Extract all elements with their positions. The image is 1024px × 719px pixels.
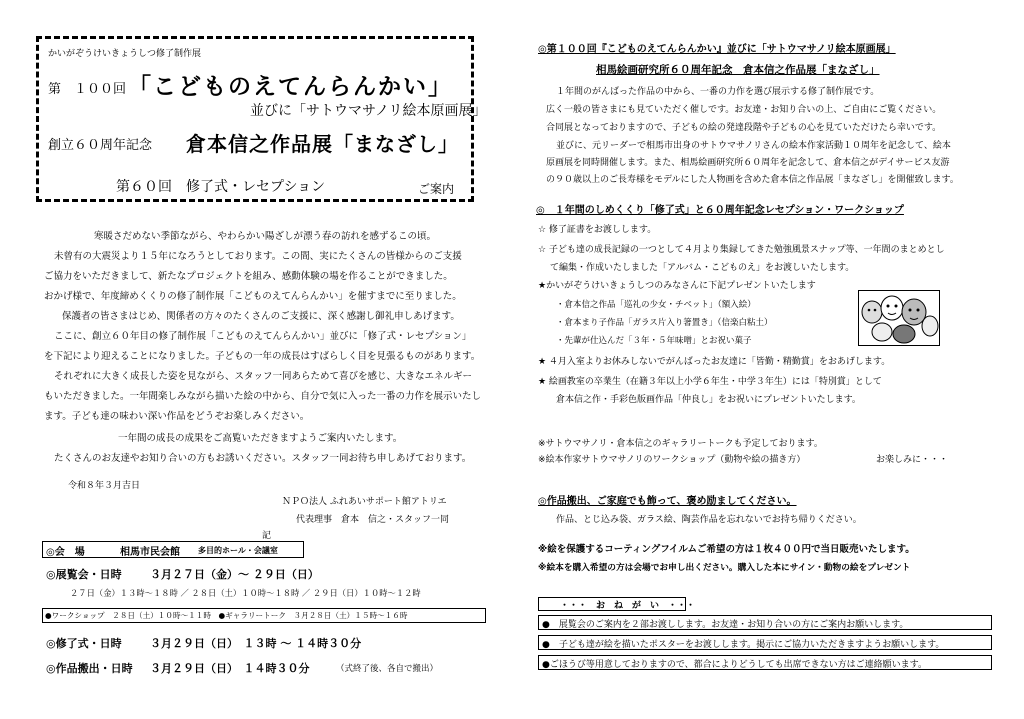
body-line: もいただきました。一年間楽しみながら描いた絵の中から、自分で気に入った一番の力作を展示いたし	[44, 391, 482, 402]
invitation-label: ご案内	[418, 182, 455, 196]
exhibit-times: ２７日（金）１３時～１８時 ／ ２８日（土）１０時～１８時 ／ ２９日（日）１０時～１２時	[70, 588, 421, 598]
body-line: 一年間の成長の成果をご高覧いただきますようご案内いたします。	[118, 433, 403, 444]
right-para-line: 原画展を同時開催します。また、相馬絵画研究所６０周年を記念して、倉本信之がデイサービス友游	[546, 158, 950, 168]
body-line: 寒暖さだめない季節ながら、やわらかい陽ざしが漂う春の訪れを感ずるこの頃。	[94, 231, 437, 242]
present-item: ・先輩が仕込んだ「３年・５年味噌」とお祝い菓子	[556, 336, 752, 346]
right-para-line: １年間のがんばった作品の中から、一番の力作を選び展示する修了制作展です。	[556, 87, 880, 97]
ceremony-label: ◎修了式・日時	[46, 637, 122, 650]
body-line: を下記により迎えることになりました。子どもの一年の成長はすばらしく目を見張るものがあります。	[44, 351, 481, 362]
takeout-time: ３月２９日（日） １４時３０分	[150, 662, 310, 675]
body-line: 保護者の皆さまはじめ、関係者の方々のたくさんのご支援に、深く感謝し御礼申しあげます。	[62, 311, 460, 322]
takeout-body: 作品、とじ込み袋、ガラス絵、陶芸作品を忘れないでお持ち帰りください。	[556, 515, 862, 525]
gallery-talk-note: ※サトウマサノリ・倉本信之のギャラリートークも予定しております。	[538, 439, 823, 449]
venue-name: 相馬市民会館	[120, 547, 180, 558]
body-line: おかげ様で、年度締めくくりの修了制作展「こどものえてんらんかい」を催すまでに至りました。	[44, 291, 462, 302]
body-line: ます。子ども達の味わい深い作品をどうぞお楽しみください。	[44, 411, 310, 422]
request-item: ●ごほうび等用意しておりますので、都合によりどうしても出席できない方はご連絡願います。	[542, 660, 927, 670]
body-line: ここに、創立６０年目の修了制作展「こどものえてんらんかい」並びに「修了式・レセプション」	[54, 331, 472, 342]
takeout-note: （式終了後、各自で搬出）	[336, 664, 439, 674]
body-line: ご協力をいただきまして、新たなプロジェクトを組み、感動体験の場を作ることができました。	[44, 271, 453, 282]
workshop-note: ※絵本作家サトウマサノリのワークショップ（動物や絵の描き方）	[538, 455, 806, 465]
right-item: ★ ４月入室よりお休みしないでがんばったお友達に「皆勤・精勤賞」をおあげします。	[538, 357, 891, 367]
class-name: かいがぞうけいきょうしつ修了制作展	[48, 49, 202, 59]
kuramoto-title: 倉本信之作品展「まなざし」	[186, 132, 459, 156]
present-item: ・倉本まり子作品「ガラス片入り箸置き」（信楽白粘土）	[556, 318, 773, 328]
coating-note: ※絵を保護するコーティングフイルムご希望の方は１枚４００円で当日販売いたします。	[538, 544, 915, 555]
venue-hall: 多目的ホール・会議室	[198, 546, 278, 555]
exhibit-date: ３月２７日（金）～ ２９日（日）	[150, 568, 319, 581]
right-para-line: 合同展となっておりますので、子どもの絵の発達段階や子どもの心を見ていただけたら幸いです。	[546, 123, 942, 133]
enjoy-note: お楽しみに・・・	[876, 455, 949, 465]
right-item: ☆ 子ども達の成長記録の一つとして４月より集録してきた勉強風景スナップ等、一年間のまとめとし	[538, 245, 945, 255]
subtitle-sato: 並びに「サトウマサノリ絵本原画展」	[250, 103, 487, 119]
ceremony-time: ３月２９日（日） １３時 ～ １４時３０分	[150, 637, 362, 650]
ceremony-title: 第６０回 修了式・レセプション	[116, 179, 326, 195]
book-note: ※絵本を購入希望の方は会場でお申し出ください。購入した本にサイン・動物の絵をプレゼント	[538, 563, 911, 573]
right-item: ☆ 修了証書をお渡しします。	[538, 225, 657, 235]
right-para-line: 並びに、元リーダーで相馬市出身のサトウマサノリさんの絵本作家活動１０周年を記念して、絵本	[556, 141, 951, 151]
present-item: ・倉本信之作品「巡礼の少女・チベット」（額入絵）	[556, 300, 756, 310]
right-item: 倉本信之作・手彩色版画作品「仲良し」をお祝いにプレゼントいたします。	[556, 395, 861, 405]
exhibition-title: 「こどものえてんらんかい」	[128, 74, 453, 100]
right-para-line: 広く一般の皆さまにも見ていただく催しです。お友達・お知り合いの上、ご自由にご覧ください。	[546, 105, 942, 115]
ki-mark: 記	[262, 531, 272, 541]
anniversary-label: 創立６０周年記念	[48, 138, 153, 153]
children-faces-illustration	[858, 290, 940, 346]
body-line: 未曾有の大震災より１５年になろうとしております。この間、実にたくさんの皆様からのご支援	[54, 251, 462, 262]
takeout-heading: ◎作品搬出、ご家庭でも飾って、褒め励ましてください。	[538, 496, 797, 507]
right-heading-3: ◎ １年間のしめくくり「修了式」と６０周年記念レセプション・ワークショップ	[536, 205, 904, 216]
right-para-line: の９０歳以上のご長寿様をモデルにした人物画を含めた倉本信之作品展「まなざし」を開催致します。	[546, 175, 959, 185]
right-item: ★かいがぞうけいきょうしつのみなさんに下記プレゼントいたします	[538, 281, 816, 291]
exhibit-label: ◎展覧会・日時	[46, 568, 122, 581]
request-item: ● 展覧会のご案内を２部お渡しします。お友達・お知り合いの方にご案内お願いします。	[542, 620, 909, 630]
organization: ＮＰＯ法人 ふれあいサポート館アトリエ	[282, 497, 447, 507]
right-item: て編集・作成いたしました「アルバム・こどものえ」をお渡しいたします。	[550, 263, 855, 273]
takeout-label: ◎作品搬出・日時	[46, 662, 133, 675]
right-heading-2: 相馬絵画研究所６０周年記念 倉本信之作品展「まなざし」	[596, 64, 880, 76]
venue-label: ◎会 場	[46, 547, 85, 558]
body-line: たくさんのお友達やお知り合いの方もお誘いください。スタッフ一同お待ち申しあげております。	[54, 453, 472, 464]
issue-date: 令和８年３月吉日	[68, 481, 141, 491]
edition-label: 第 １００回	[48, 82, 127, 97]
right-heading-1: ◎第１００回『こどものえてんらんかい』並びに「サトウマサノリ絵本原画展」	[538, 44, 896, 55]
body-line: それぞれに大きく成長した姿を見ながら、スタッフ一同あらためて喜びを感じ、大きなエネルギー	[54, 371, 473, 382]
representative: 代表理事 倉本 信之・スタッフ一同	[296, 515, 450, 525]
onegai-title: ・・・ お ね が い ・・・	[560, 601, 696, 611]
right-item: ★ 絵画教室の卒業生（在籍３年以上小学６年生・中学３年生）には「特別賞」として	[538, 377, 882, 387]
workshop-gallery-times: ●ワークショップ ２８日（土）１０時～１１時 ●ギャラリートーク ３月２８日（土）１５時～１６時	[45, 611, 408, 620]
request-item: ● 子ども達が絵を描いたポスターをお渡しします。掲示にご協力いただきますようお願いします。	[542, 640, 945, 650]
